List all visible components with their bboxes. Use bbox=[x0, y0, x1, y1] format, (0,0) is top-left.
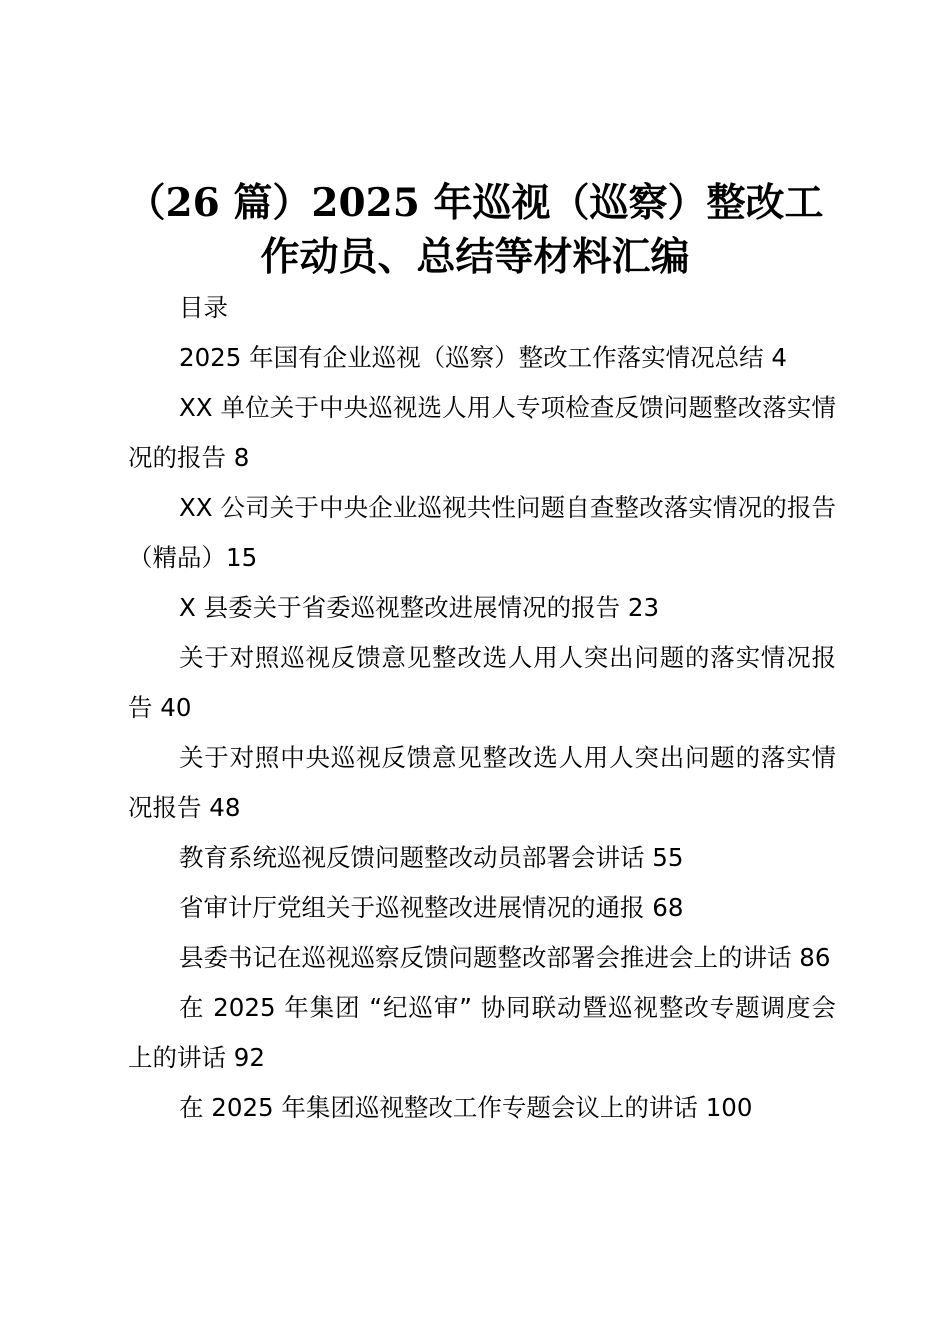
title-line-2: 作动员、总结等材料汇编 bbox=[260, 234, 690, 280]
toc-entry[interactable]: 在 2025 年集团 “纪巡审” 协同联动暨巡视整改专题调度会上的讲话 92 bbox=[128, 993, 836, 1072]
toc-entry[interactable]: 教育系统巡视反馈问题整改动员部署会讲话 55 bbox=[179, 843, 684, 872]
toc-entry[interactable]: 2025 年国有企业巡视（巡察）整改工作落实情况总结 4 bbox=[179, 343, 788, 372]
toc-entry[interactable]: XX 单位关于中央巡视选人用人专项检查反馈问题整改落实情况的报告 8 bbox=[128, 393, 836, 472]
table-of-contents bbox=[128, 283, 836, 1133]
title-line-1: （26 篇）2025 年巡视（巡察）整改工 bbox=[126, 180, 824, 226]
toc-entry[interactable]: 省审计厅党组关于巡视整改进展情况的通报 68 bbox=[179, 893, 684, 922]
toc-entry[interactable]: 县委书记在巡视巡察反馈问题整改部署会推进会上的讲话 86 bbox=[179, 943, 831, 972]
toc-entry[interactable]: X 县委关于省委巡视整改进展情况的报告 23 bbox=[179, 593, 660, 622]
toc-heading: 目录 bbox=[179, 293, 228, 322]
toc-entry[interactable]: XX 公司关于中央企业巡视共性问题自查整改落实情况的报告（精品）15 bbox=[128, 493, 836, 572]
toc-entry[interactable]: 关于对照巡视反馈意见整改选人用人突出问题的落实情况报告 40 bbox=[128, 643, 836, 722]
toc-entry[interactable]: 关于对照中央巡视反馈意见整改选人用人突出问题的落实情况报告 48 bbox=[128, 743, 836, 822]
toc-entry[interactable]: 在 2025 年集团巡视整改工作专题会议上的讲话 100 bbox=[179, 1093, 753, 1122]
document-title bbox=[110, 176, 840, 284]
toc-list bbox=[128, 333, 836, 1133]
